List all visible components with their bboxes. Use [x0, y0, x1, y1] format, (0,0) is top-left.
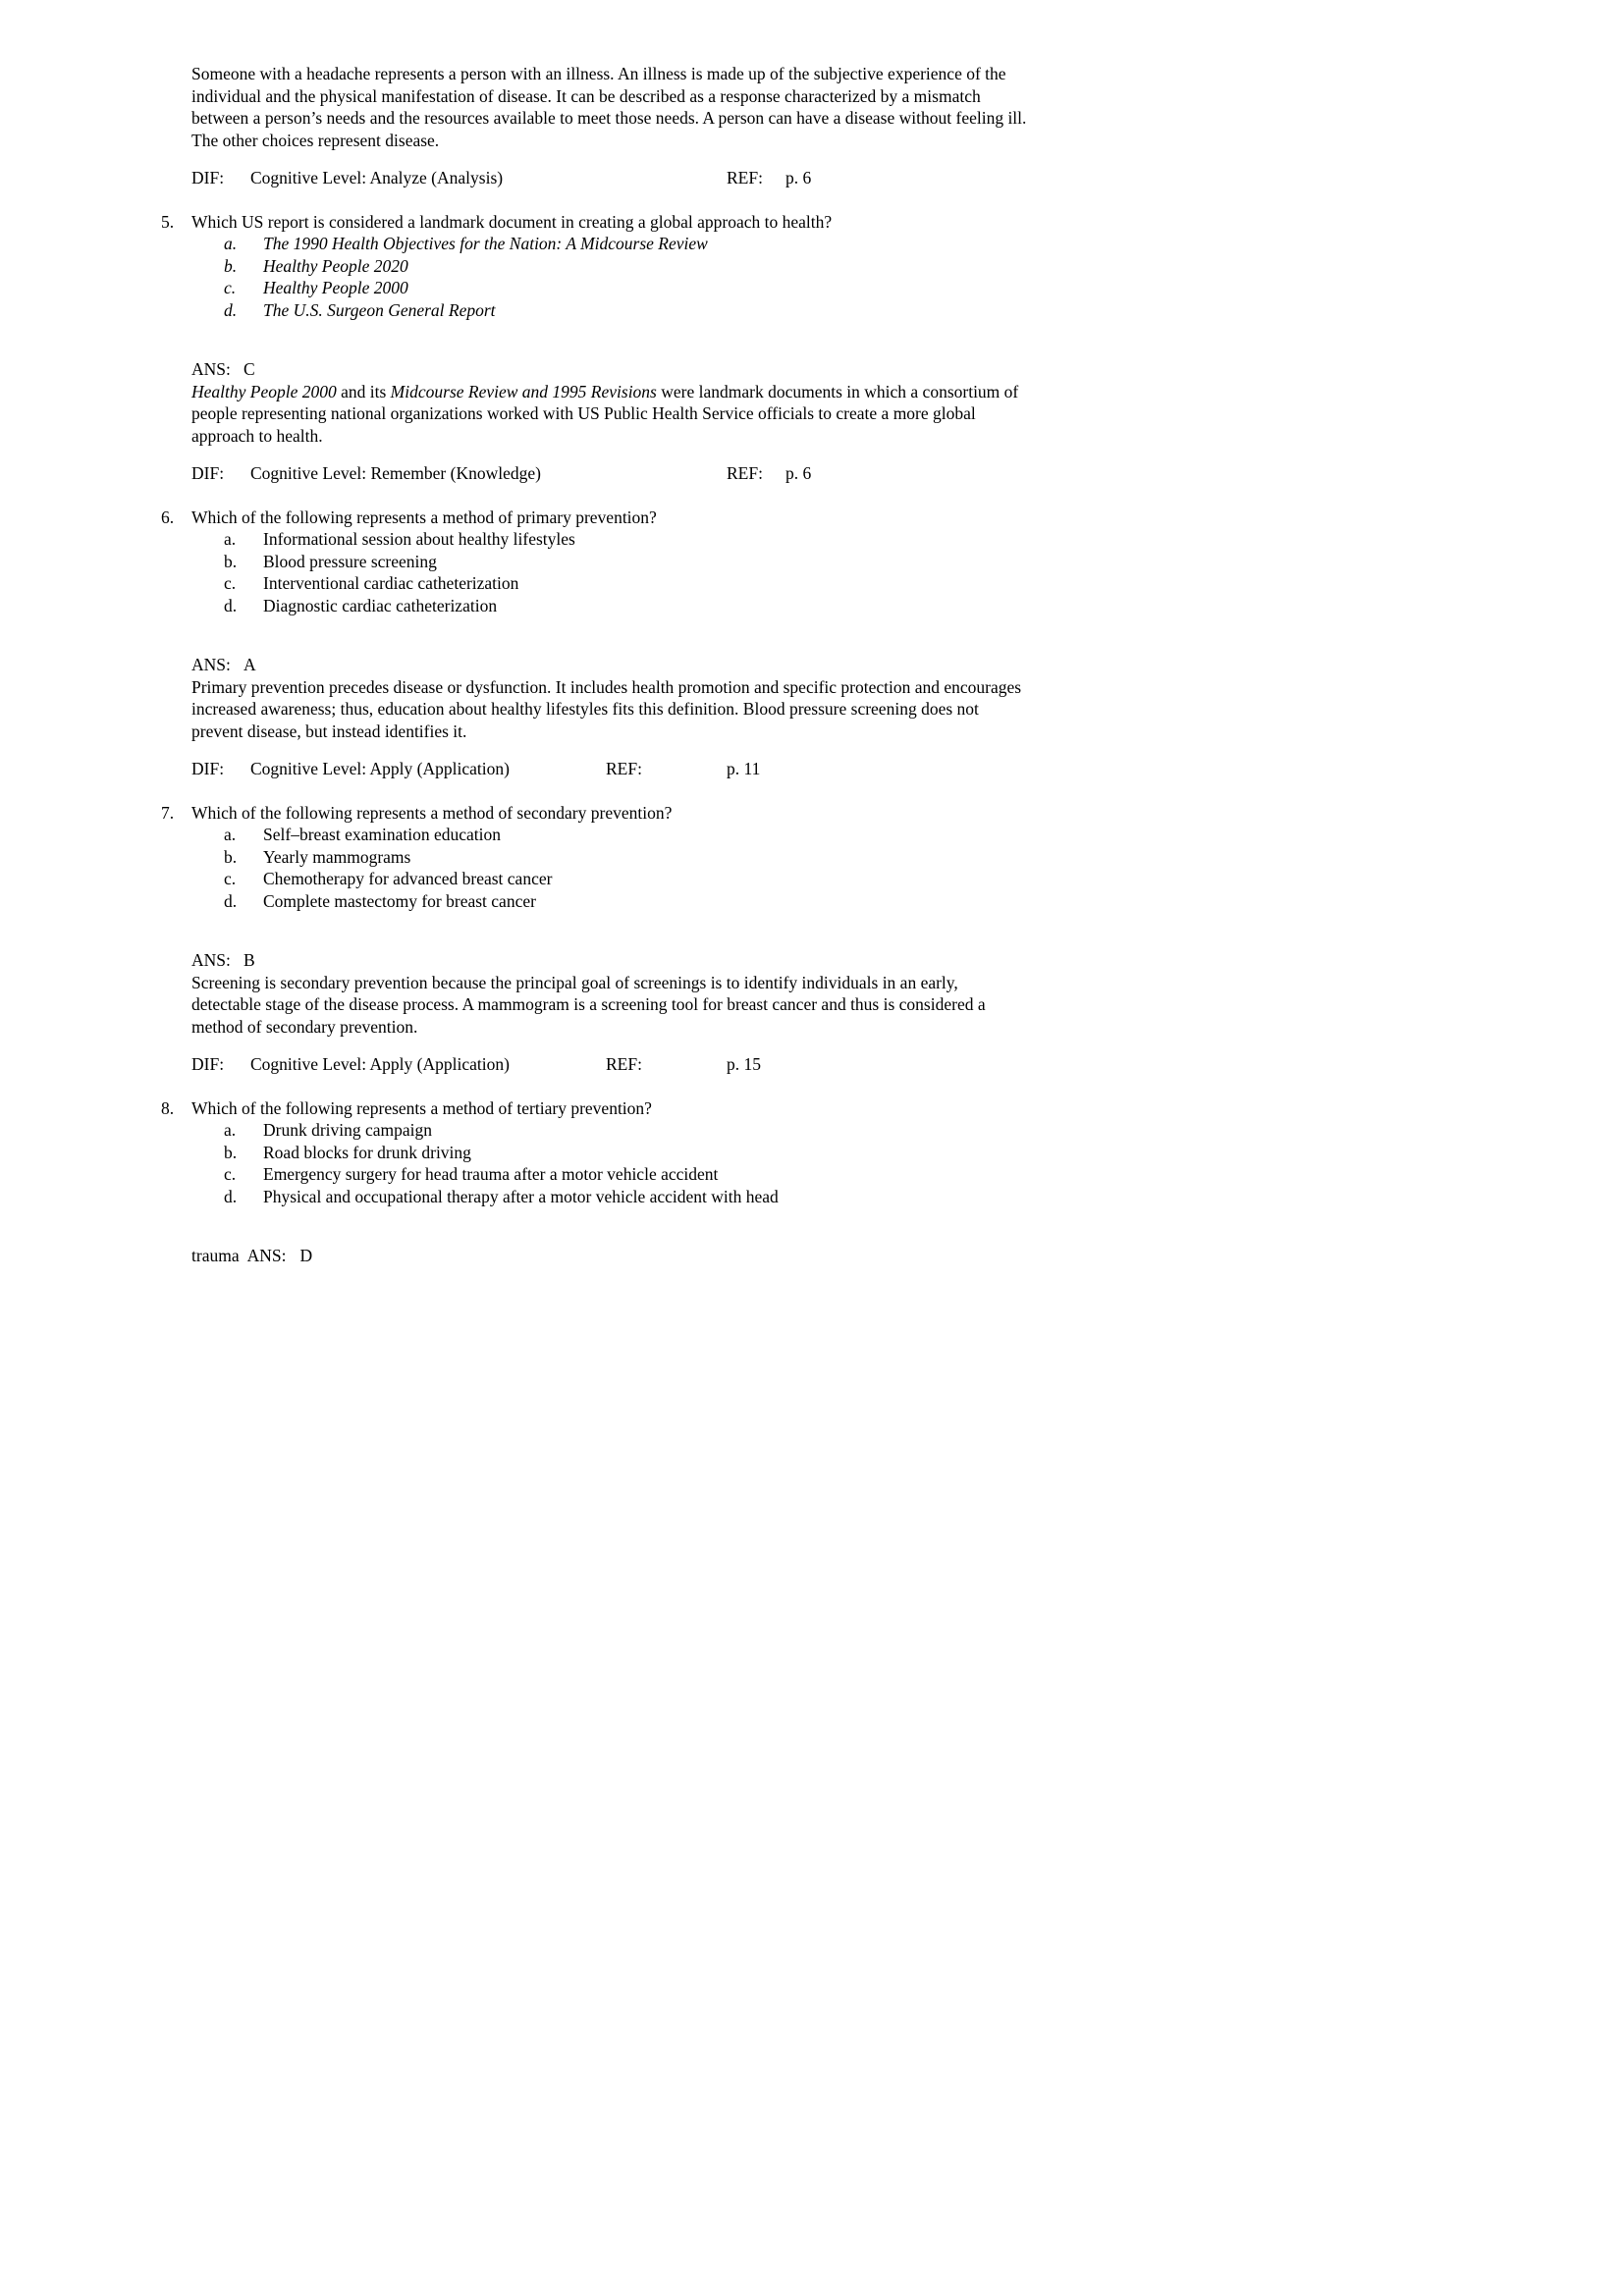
ref-value: p. 6	[785, 168, 812, 187]
option-letter: d.	[224, 1186, 238, 1206]
rationale-text: Primary prevention precedes disease or dysfunction. It includes health promotion and specific protection and encourages increased awareness; thus, education about healthy lifestyles fits this definition. Blood pressure screening does not prevent disease, but instead identifies it.	[191, 676, 1022, 741]
question-number: 5.	[161, 211, 175, 232]
option-letter: c.	[224, 869, 237, 888]
rationale-text: Healthy People 2000 and its Midcourse Review and 1995 Revisions were landmark documents in which a consortium of people representing national organizations worked with US Public Health Service officials to create a more global approach to health.	[191, 381, 1019, 446]
dif-label: DIF:	[191, 463, 225, 483]
option-text: Healthy People 2020	[263, 255, 408, 276]
question-stem: Which of the following represents a method of primary prevention?	[191, 507, 657, 527]
option-text: Chemotherapy for advanced breast cancer	[263, 869, 553, 888]
answer-label: ANS:	[246, 1246, 287, 1265]
dif-ref-line	[191, 758, 1028, 780]
option-row	[224, 595, 1028, 617]
option-letter: d.	[224, 299, 238, 320]
options-list	[191, 1119, 1028, 1207]
intro-dif-ref-line	[191, 167, 1028, 189]
question-stem: Which of the following represents a method of secondary prevention?	[191, 802, 673, 823]
question-stem-row	[161, 507, 1028, 529]
dif-label: DIF:	[191, 168, 225, 187]
answer-label: ANS:	[191, 950, 231, 970]
options-list	[191, 528, 1028, 616]
option-letter: d.	[224, 890, 238, 911]
ref-label: REF:	[606, 759, 642, 778]
cognitive-level-text: Cognitive Level: Remember (Knowledge)	[250, 463, 541, 483]
answer-line	[191, 654, 1028, 676]
ref-value: p. 11	[727, 759, 761, 778]
cognitive-level-text: Cognitive Level: Apply (Application)	[250, 759, 510, 778]
option-letter: b.	[224, 551, 238, 571]
question-stem-row	[161, 802, 1028, 825]
option-text: Diagnostic cardiac catheterization	[263, 595, 498, 615]
option-letter: b.	[224, 255, 238, 276]
option-row	[224, 1142, 1028, 1164]
option-letter: a.	[224, 1120, 237, 1140]
ref-label: REF:	[727, 463, 763, 483]
option-letter: c.	[224, 573, 237, 593]
option-text: Drunk driving campaign	[263, 1120, 433, 1140]
option-row	[224, 868, 1028, 890]
option-text: Blood pressure screening	[263, 551, 437, 571]
dif-label: DIF:	[191, 759, 225, 778]
ref-value: p. 6	[785, 463, 812, 483]
option-row	[224, 824, 1028, 846]
cognitive-level-text: Cognitive Level: Apply (Application)	[250, 1054, 510, 1074]
option-row	[224, 299, 1028, 322]
question-block-8	[161, 1097, 1028, 1267]
dif-label: DIF:	[191, 1054, 225, 1074]
cognitive-level-text: Cognitive Level: Analyze (Analysis)	[250, 168, 504, 187]
option-text: Healthy People 2000	[263, 278, 408, 297]
question-stem-row	[161, 211, 1028, 234]
answer-value: A	[243, 655, 256, 674]
question-stem: Which of the following represents a method of tertiary prevention?	[191, 1097, 652, 1118]
options-list	[191, 824, 1028, 912]
options-list	[191, 233, 1028, 321]
option-row	[224, 572, 1028, 595]
option-row	[224, 528, 1028, 551]
option-text: The U.S. Surgeon General Report	[263, 299, 496, 320]
option-row	[224, 1163, 1028, 1186]
option-text: The 1990 Health Objectives for the Nation: A Midcourse Review	[263, 234, 708, 253]
option-text: Physical and occupational therapy after a motor vehicle accident with head	[263, 1186, 779, 1206]
option-text: Road blocks for drunk driving	[263, 1142, 471, 1162]
question-stem-row	[161, 1097, 1028, 1120]
answer-line	[191, 949, 1028, 972]
trailing-text: trauma	[191, 1246, 240, 1265]
question-number: 6.	[161, 507, 175, 527]
option-row	[224, 1186, 1028, 1208]
option-row	[224, 1119, 1028, 1142]
option-text: Self–breast examination education	[263, 825, 502, 844]
option-row	[224, 255, 1028, 278]
option-letter: a.	[224, 234, 238, 253]
option-row	[224, 551, 1028, 573]
question-block-7	[161, 802, 1028, 1076]
option-letter: a.	[224, 825, 237, 844]
option-row	[224, 846, 1028, 869]
answer-label: ANS:	[191, 655, 231, 674]
option-row	[224, 890, 1028, 913]
answer-value: B	[243, 950, 255, 970]
answer-label: ANS:	[191, 359, 231, 379]
ref-label: REF:	[606, 1054, 642, 1074]
option-letter: b.	[224, 846, 238, 867]
question-stem: Which US report is considered a landmark document in creating a global approach to health?	[191, 211, 833, 232]
intro-rationale-text: Someone with a headache represents a person with an illness. An illness is made up of the subjective experience of the individual and the physical manifestation of disease. It can be described as a response characterized by a mismatch between a person’s needs and the resources available to meet those needs. A person can have a disease without feeling ill. The other choices represent disease.	[191, 64, 1027, 150]
option-text: Complete mastectomy for breast cancer	[263, 890, 536, 911]
option-text: Interventional cardiac catheterization	[263, 573, 519, 593]
option-letter: b.	[224, 1142, 238, 1162]
question-block-5	[161, 211, 1028, 485]
document-page	[161, 63, 1028, 1267]
option-row	[224, 233, 1028, 255]
option-text: Informational session about healthy lifestyles	[263, 529, 575, 549]
dif-ref-line	[191, 1053, 1028, 1076]
question-number: 8.	[161, 1097, 175, 1118]
option-row	[224, 277, 1028, 299]
option-letter: a.	[224, 529, 237, 549]
question-number: 7.	[161, 802, 175, 823]
answer-value: D	[299, 1246, 313, 1265]
question-block-6	[161, 507, 1028, 780]
rationale-text: Screening is secondary prevention because the principal goal of screenings is to identify individuals in an early, detectable stage of the disease process. A mammogram is a screening tool for breast cancer and thus is considered a method of secondary prevention.	[191, 972, 986, 1037]
ref-value: p. 15	[727, 1054, 761, 1074]
option-text: Emergency surgery for head trauma after a motor vehicle accident	[263, 1164, 719, 1184]
option-text: Yearly mammograms	[263, 846, 411, 867]
ref-label: REF:	[727, 168, 763, 187]
option-letter: d.	[224, 595, 238, 615]
answer-line	[191, 358, 1028, 381]
dif-ref-line	[191, 462, 1028, 485]
answer-value: C	[243, 359, 255, 379]
trailing-answer-line	[191, 1245, 1028, 1267]
option-letter: c.	[224, 1164, 237, 1184]
option-letter: c.	[224, 278, 237, 297]
